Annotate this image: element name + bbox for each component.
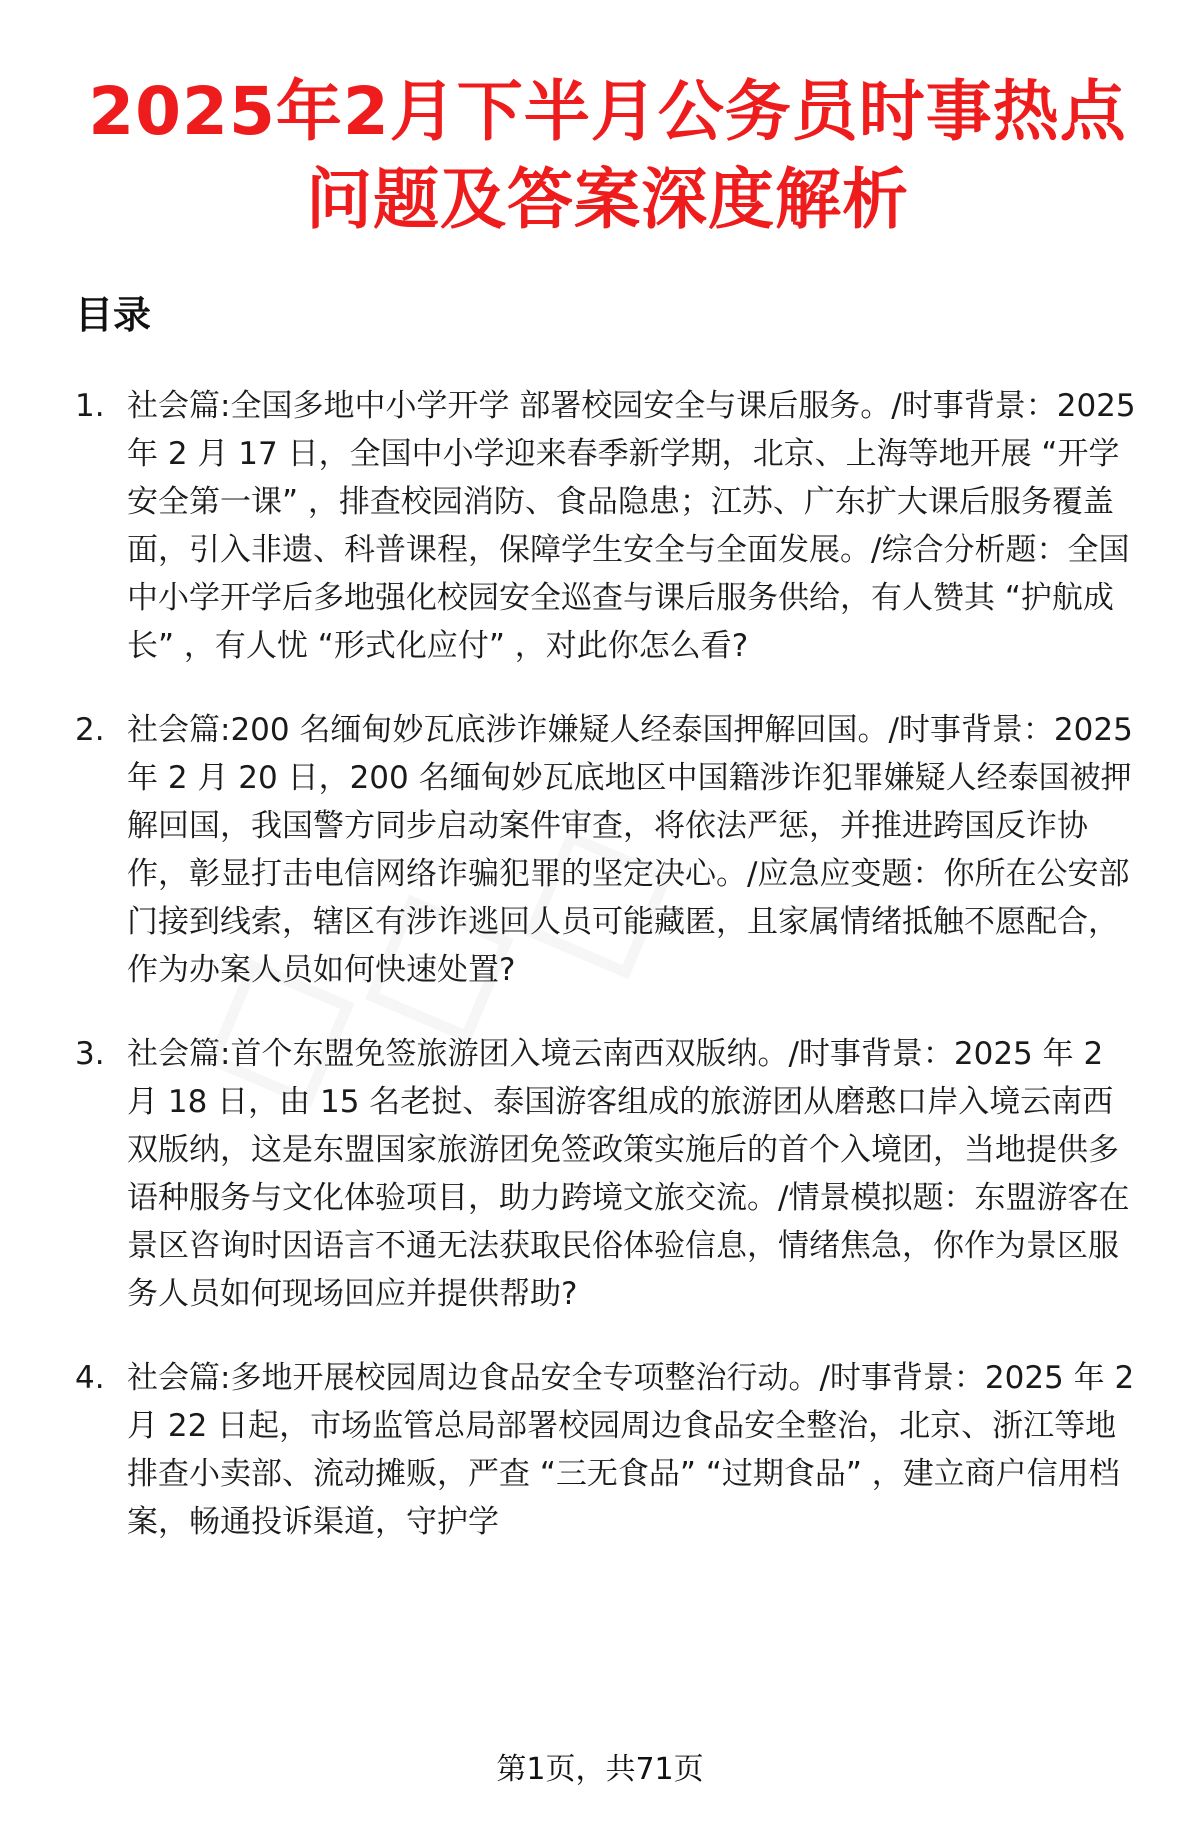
list-item-number: 1. bbox=[75, 388, 105, 424]
list-item-text: 社会篇:全国多地中小学开学 部署校园安全与课后服务。/时事背景：2025 年 2 月 17 日，全国中小学迎来春季新学期，北京、上海等地开展 “开学安全第一课” ，排查校园消防、食品隐患；江苏、广东扩大课后服务覆盖面，引入非遗、科普课程，保障学生安全与全面发展。/综合分析题：全国中小学开学后多地强化校园安全巡查与课后服务供给，有人赞其 “护航成长” ，有人忧 “形式化应付” ，对此你怎么看? bbox=[127, 388, 1136, 664]
list-item bbox=[75, 382, 1140, 670]
document-page bbox=[0, 68, 1200, 1823]
page-title-line-1: 2025年2月下半月公务员时事热点 bbox=[88, 73, 1127, 150]
question-list bbox=[75, 382, 1140, 1546]
list-item-number: 2. bbox=[75, 712, 105, 748]
toc-heading: 目录 bbox=[75, 293, 152, 337]
list-item-text: 社会篇:多地开展校园周边食品安全专项整治行动。/时事背景：2025 年 2 月 22 日起，市场监管总局部署校园周边食品安全整治，北京、浙江等地排查小卖部、流动摊贩，严查 “三无食品” “过期食品” ，建立商户信用档案，畅通投诉渠道，守护学 bbox=[127, 1360, 1135, 1540]
list-item-text: 社会篇:首个东盟免签旅游团入境云南西双版纳。/时事背景：2025 年 2 月 18 日，由 15 名老挝、泰国游客组成的旅游团从磨憨口岸入境云南西双版纳，这是东盟国家旅游团免签政策实施后的首个入境团，当地提供多语种服务与文化体验项目，助力跨境文旅交流。/情景模拟题：东盟游客在景区咨询时因语言不通无法获取民俗体验信息，情绪焦急，你作为景区服务人员如何现场回应并提供帮助? bbox=[127, 1036, 1130, 1312]
page-title bbox=[75, 68, 1140, 244]
list-item-text: 社会篇:200 名缅甸妙瓦底涉诈嫌疑人经泰国押解回国。/时事背景：2025 年 2 月 20 日，200 名缅甸妙瓦底地区中国籍涉诈犯罪嫌疑人经泰国被押解回国，我国警方同步启动案件审查，将依法严惩，并推进跨国反诈协作，彰显打击电信网络诈骗犯罪的坚定决心。/应急应变题：你所在公安部门接到线索，辖区有涉诈逃回人员可能藏匿，且家属情绪抵触不愿配合，作为办案人员如何快速处置? bbox=[127, 712, 1133, 988]
list-item-number: 4. bbox=[75, 1360, 105, 1396]
page-number: 第1页，共71页 bbox=[496, 1752, 704, 1787]
list-item bbox=[75, 1354, 1140, 1546]
list-item bbox=[75, 1030, 1140, 1318]
list-item bbox=[75, 706, 1140, 994]
list-item-number: 3. bbox=[75, 1036, 105, 1072]
page-title-line-2: 问题及答案深度解析 bbox=[306, 161, 909, 238]
